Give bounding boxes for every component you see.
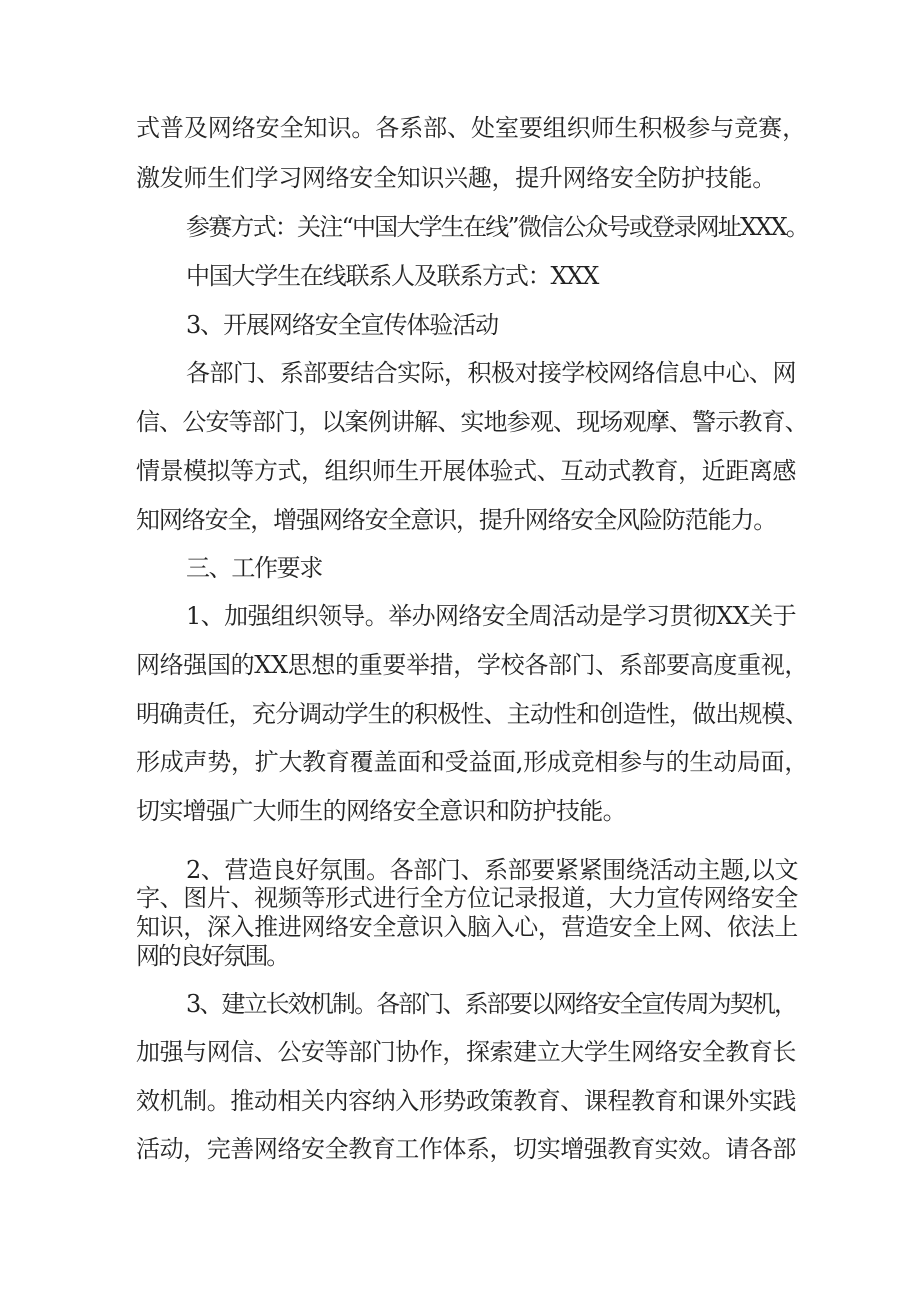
text-line: 3、建立长效机制。各部门、系部要以网络安全宣传周为契机， bbox=[186, 990, 797, 1018]
text-line: 活动，完善网络安全教育工作体系，切实增强教育实效。请各部 bbox=[136, 1135, 796, 1163]
text-line: 情景模拟等方式，组织师生开展体验式、互动式教育，近距离感 bbox=[136, 457, 796, 485]
text-line: 参赛方式：关注“中国大学生在线”微信公众号或登录网址XXX。 bbox=[186, 213, 809, 241]
text-line: 激发师生们学习网络安全知识兴趣，提升网络安全防护技能。 bbox=[136, 164, 776, 192]
text-line: 效机制。推动相关内容纳入形势政策教育、课程教育和课外实践 bbox=[136, 1087, 796, 1115]
text-line: 网的良好氛围。 bbox=[136, 942, 288, 970]
section-heading: 3、开展网络安全宣传体验活动 bbox=[186, 311, 499, 339]
text-line: 各部门、系部要结合实际，积极对接学校网络信息中心、网 bbox=[186, 359, 796, 387]
text-line: 知网络安全，增强网络安全意识，提升网络安全风险防范能力。 bbox=[136, 506, 777, 534]
text-line: 1、加强组织领导。举办网络安全周活动是学习贯彻XX关于 bbox=[186, 602, 797, 630]
text-line: 字、图片、视频等形式进行全方位记录报道，大力宣传网络安全 bbox=[136, 884, 798, 912]
text-line: 信、公安等部门，以案例讲解、实地参观、现场观摩、警示教育、 bbox=[136, 408, 808, 436]
text-line: 网络强国的XX思想的重要举措，学校各部门、系部要高度重视， bbox=[136, 651, 809, 679]
text-line: 式普及网络安全知识。各系部、处室要组织师生积极参与竞赛， bbox=[136, 114, 807, 142]
text-line: 形成声势，扩大教育覆盖面和受益面,形成竞相参与的生动局面， bbox=[136, 748, 809, 776]
section-heading: 三、工作要求 bbox=[186, 554, 323, 582]
text-line: 知识，深入推进网络安全意识入脑入心，营造安全上网、依法上 bbox=[136, 913, 798, 941]
text-line: 2、营造良好氛围。各部门、系部要紧紧围绕活动主题,以文 bbox=[186, 856, 799, 884]
text-line: 加强与网信、公安等部门协作，探索建立大学生网络安全教育长 bbox=[136, 1038, 796, 1066]
text-line: 切实增强广大师生的网络安全意识和防护技能。 bbox=[136, 797, 626, 825]
text-line: 中国大学生在线联系人及联系方式：XXX bbox=[186, 262, 599, 290]
text-line: 明确责任，充分调动学生的积极性、主动性和创造性，做出规模、 bbox=[136, 700, 808, 728]
